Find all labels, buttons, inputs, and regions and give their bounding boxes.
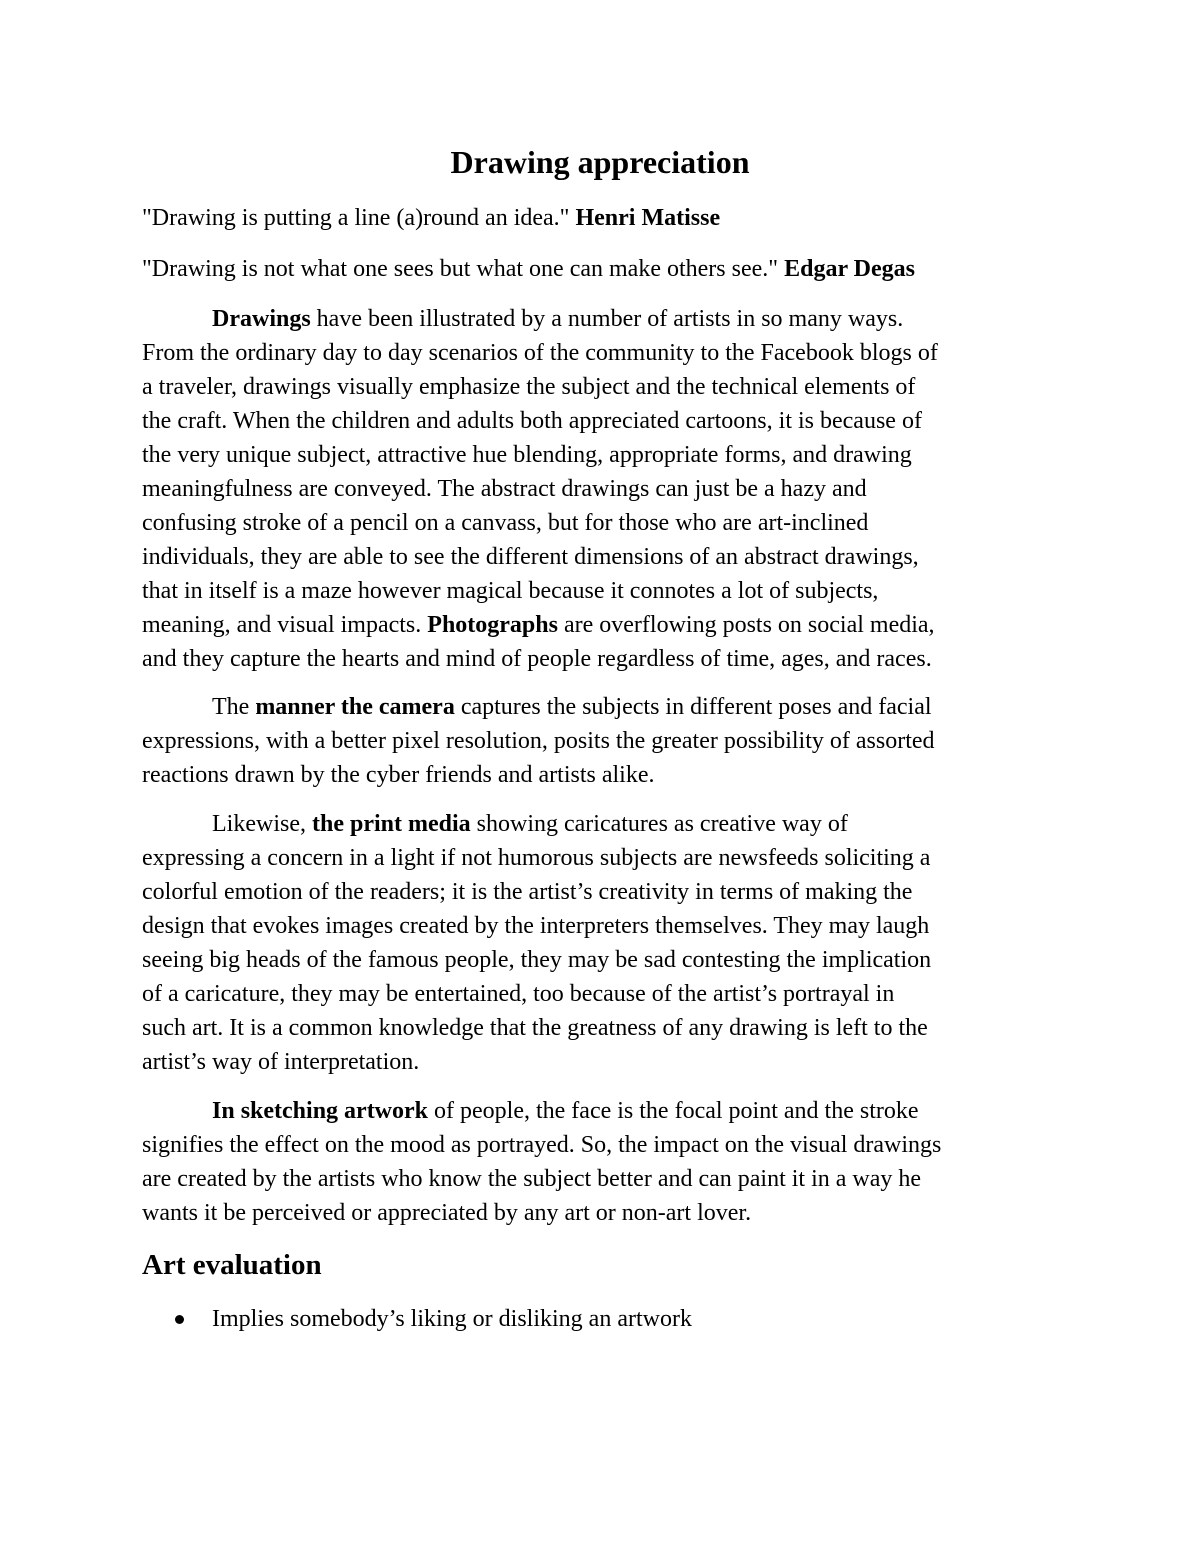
paragraph-line: reactions drawn by the cyber friends and artists alike. xyxy=(142,762,655,788)
bullet-list xyxy=(142,1302,692,1336)
bold-term: the print media xyxy=(311,811,471,837)
line-text: meaning, and visual impacts. xyxy=(142,612,428,638)
paragraph-line: design that evokes images created by the interpreters themselves. They may laugh xyxy=(142,913,930,939)
paragraph-camera xyxy=(142,690,1072,792)
paragraph-line: seeing big heads of the famous people, they may be sad contesting the implication xyxy=(142,947,932,973)
paragraph-line: are created by the artists who know the subject better and can paint it in a way he xyxy=(142,1166,922,1192)
quote-matisse xyxy=(142,201,1102,235)
quote-text: "Drawing is not what one sees but what one can make others see." xyxy=(142,256,779,282)
paragraph-line: signifies the effect on the mood as portrayed. So, the impact on the visual drawings xyxy=(142,1132,942,1158)
line-text: The xyxy=(212,694,256,720)
line-text: captures the subjects in different poses and facial xyxy=(454,694,932,720)
bold-term: Drawings xyxy=(212,306,311,332)
paragraph-line: wants it be perceived or appreciated by any art or non-art lover. xyxy=(142,1200,752,1226)
line-text: showing caricatures as creative way of xyxy=(470,811,848,837)
paragraph-line: meaningfulness are conveyed. The abstract drawings can just be a hazy and xyxy=(142,476,867,502)
paragraph-line: such art. It is a common knowledge that the greatness of any drawing is left to the xyxy=(142,1015,928,1041)
paragraph-line: expressions, with a better pixel resolution, posits the greater possibility of assorted xyxy=(142,728,935,754)
list-item xyxy=(142,1302,692,1336)
paragraph-print-media xyxy=(142,807,1072,1079)
paragraph-line xyxy=(142,1094,1072,1128)
paragraph-line: From the ordinary day to day scenarios of the community to the Facebook blogs of xyxy=(142,340,938,366)
paragraph-sketching xyxy=(142,1094,1072,1230)
paragraph-line xyxy=(142,690,1072,724)
quote-author: Edgar Degas xyxy=(784,256,915,282)
paragraph-line: the very unique subject, attractive hue blending, appropriate forms, and drawing xyxy=(142,442,912,468)
line-text: Likewise, xyxy=(212,811,312,837)
quote-degas xyxy=(142,252,1102,286)
list-item-text: Implies somebody’s liking or disliking an artwork xyxy=(212,1306,692,1332)
paragraph-line: that in itself is a maze however magical because it connotes a lot of subjects, xyxy=(142,578,879,604)
paragraph-line xyxy=(142,807,1072,841)
page-title: Drawing appreciation xyxy=(450,144,750,180)
bold-term: In sketching artwork xyxy=(212,1098,429,1124)
paragraph-line: confusing stroke of a pencil on a canvass, but for those who are art-inclined xyxy=(142,510,869,536)
paragraph-line: expressing a concern in a light if not humorous subjects are newsfeeds soliciting a xyxy=(142,845,931,871)
line-text: of people, the face is the focal point and the stroke xyxy=(428,1098,919,1124)
paragraph-line xyxy=(142,608,1072,642)
paragraph-drawings xyxy=(142,302,1072,676)
quote-author: Henri Matisse xyxy=(575,205,721,231)
paragraph-line: a traveler, drawings visually emphasize the subject and the technical elements of xyxy=(142,374,916,400)
quote-text: "Drawing is putting a line (a)round an idea." xyxy=(142,205,570,231)
paragraph-line: the craft. When the children and adults both appreciated cartoons, it is because of xyxy=(142,408,922,434)
paragraph-line xyxy=(142,302,1072,336)
bold-term: Photographs xyxy=(427,612,558,638)
paragraph-line: individuals, they are able to see the different dimensions of an abstract drawings, xyxy=(142,544,919,570)
bullet-icon xyxy=(175,1315,184,1324)
bold-term: manner the camera xyxy=(255,694,455,720)
paragraph-line: artist’s way of interpretation. xyxy=(142,1049,420,1075)
paragraph-line: of a caricature, they may be entertained, too because of the artist’s portrayal in xyxy=(142,981,895,1007)
paragraph-line: colorful emotion of the readers; it is the artist’s creativity in terms of making the xyxy=(142,879,913,905)
section-heading: Art evaluation xyxy=(142,1249,322,1281)
line-text: are overflowing posts on social media, xyxy=(557,612,935,638)
line-text: have been illustrated by a number of artists in so many ways. xyxy=(310,306,904,332)
paragraph-line: and they capture the hearts and mind of people regardless of time, ages, and races. xyxy=(142,646,932,672)
